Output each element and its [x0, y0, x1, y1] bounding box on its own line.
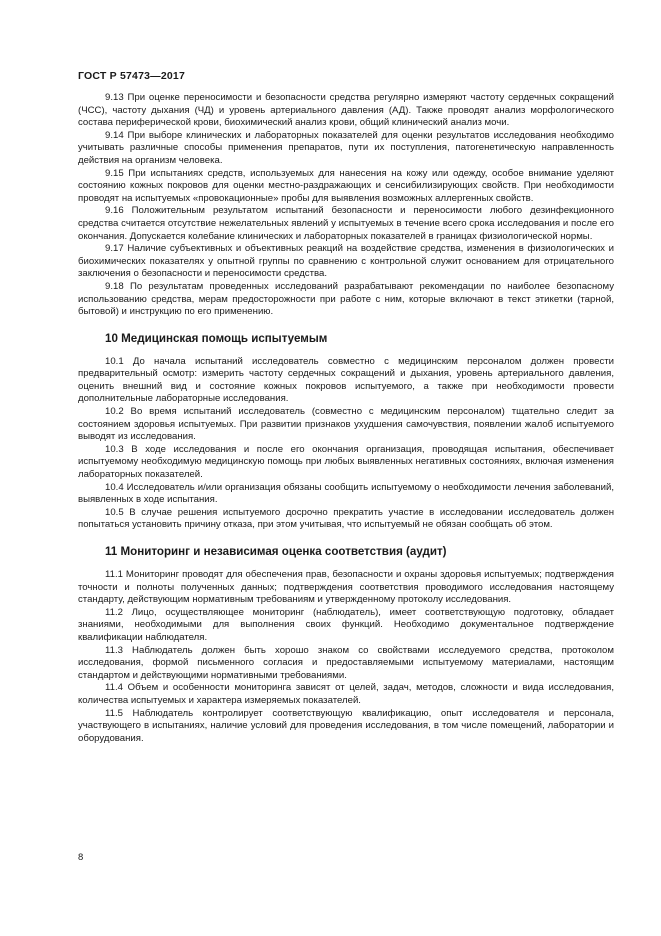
section-10-heading: 10 Медицинская помощь испытуемым — [105, 331, 328, 345]
paragraph-10-4: 10.4 Исследователь и/или организация обязаны сообщить испытуемому о необходимости лечения заболеваний, выявленных в ходе испытания. — [78, 481, 614, 506]
paragraph-9-13: 9.13 При оценке переносимости и безопасности средства регулярно измеряют частоту сердечных сокращений (ЧСС), частоту дыхания (ЧД) и уровень артериального давления (АД). Также проводят анализ морфологического состава периферической крови, биохимический анализ крови, общий клинический анализ мочи. — [78, 92, 614, 129]
paragraph-11-3: 11.3 Наблюдатель должен быть хорошо знаком со свойствами исследуемого средства, протоколом исследования, формой письменного согласия и предоставляемыми испытуемому материалами, настоящим стандартом и действующими нормативными требованиями. — [78, 644, 614, 681]
paragraph-10-1: 10.1 До начала испытаний исследователь совместно с медицинским персоналом должен провести предварительный осмотр: измерить частоту сердечных сокращений и дыхания, уровень артериального давления, оценить внешний вид и состояние кожных покровов испытуемого, а также при необходимости провести дополнительные лабораторные исследования. — [78, 355, 614, 405]
paragraph-11-5: 11.5 Наблюдатель контролирует соответствующую квалификацию, опыт исследователя и персонала, участвующего в испытаниях, наличие условий для проведения исследования, в том числе помещений, лаборатории и оборудования. — [78, 707, 614, 744]
document-body — [78, 92, 614, 745]
section-11-heading: 11 Мониторинг и независимая оценка соответствия (аудит) — [105, 545, 447, 558]
paragraph-9-14: 9.14 При выборе клинических и лабораторных показателей для оценки результатов исследования необходимо учитывать различные способы применения препаратов, пути их поступления, патогенетическую направленность действия на организм человека. — [78, 129, 614, 166]
paragraph-11-2: 11.2 Лицо, осуществляющее мониторинг (наблюдатель), имеет соответствующую подготовку, обладает знаниями, необходимыми для выполнения своих функций. Необходимо документальное подтверждение квалификации наблюдателя. — [78, 606, 614, 643]
paragraph-9-16: 9.16 Положительным результатом испытаний безопасности и переносимости любого дезинфекционного средства считается отсутствие нежелательных явлений у испытуемых в течение всего срока исследования и после его окончания. Допускается колебание клинических и лабораторных показателей в границах физиологической нормы. — [78, 205, 614, 242]
paragraph-9-17: 9.17 Наличие субъективных и объективных реакций на воздействие средства, изменения в физиологических и биохимических показателях у опытной группы по сравнению с контрольной служит основанием для отрицательного заключения о безопасности и переносимости средства. — [78, 243, 614, 280]
document-code-header: ГОСТ Р 57473—2017 — [78, 70, 186, 82]
paragraph-11-4: 11.4 Объем и особенности мониторинга зависят от целей, задач, методов, сложности и вида исследования, количества испытуемых и характера измеряемых показателей. — [78, 682, 614, 706]
paragraph-10-5: 10.5 В случае решения испытуемого досрочно прекратить участие в исследовании исследователь должен попытаться установить причину отказа, при этом учитывая, что испытуемый не обязан сообщать об этом. — [78, 506, 614, 531]
paragraph-11-1: 11.1 Мониторинг проводят для обеспечения прав, безопасности и охраны здоровья испытуемых; подтверждения точности и полноты полученных данных; подтверждения соответствия проводимого исследования настоящему стандарту, действующим нормативным требованиям и утвержденному протоколу исследования. — [78, 569, 614, 606]
page-number: 8 — [78, 852, 84, 863]
paragraph-9-18: 9.18 По результатам проведенных исследований разрабатывают рекомендации по наиболее безопасному использованию средства, мерам предосторожности при работе с ним, которые включают в текст этикетки (тарной, бытовой) и инструкцию по его применению. — [78, 280, 614, 318]
paragraph-10-2: 10.2 Во время испытаний исследователь (совместно с медицинским персоналом) тщательно следит за состоянием здоровья испытуемых. При развитии признаков ухудшения самочувствия, появлении жалоб испытуемого выводят из исследования. — [78, 406, 614, 443]
paragraph-9-15: 9.15 При испытаниях средств, используемых для нанесения на кожу или одежду, особое внимание уделяют состоянию кожных покровов для оценки местно-раздражающих и сенсибилизирующих свойств. При необходимости проводят на испытуемых «провокационные» пробы для выявления возможных аллергенных свойств. — [78, 167, 614, 204]
paragraph-10-3: 10.3 В ходе исследования и после его окончания организация, проводящая испытания, обеспечивает испытуемому необходимую медицинскую помощь при любых выявленных негативных состояниях, включая изменения лабораторных показателей. — [78, 443, 614, 481]
